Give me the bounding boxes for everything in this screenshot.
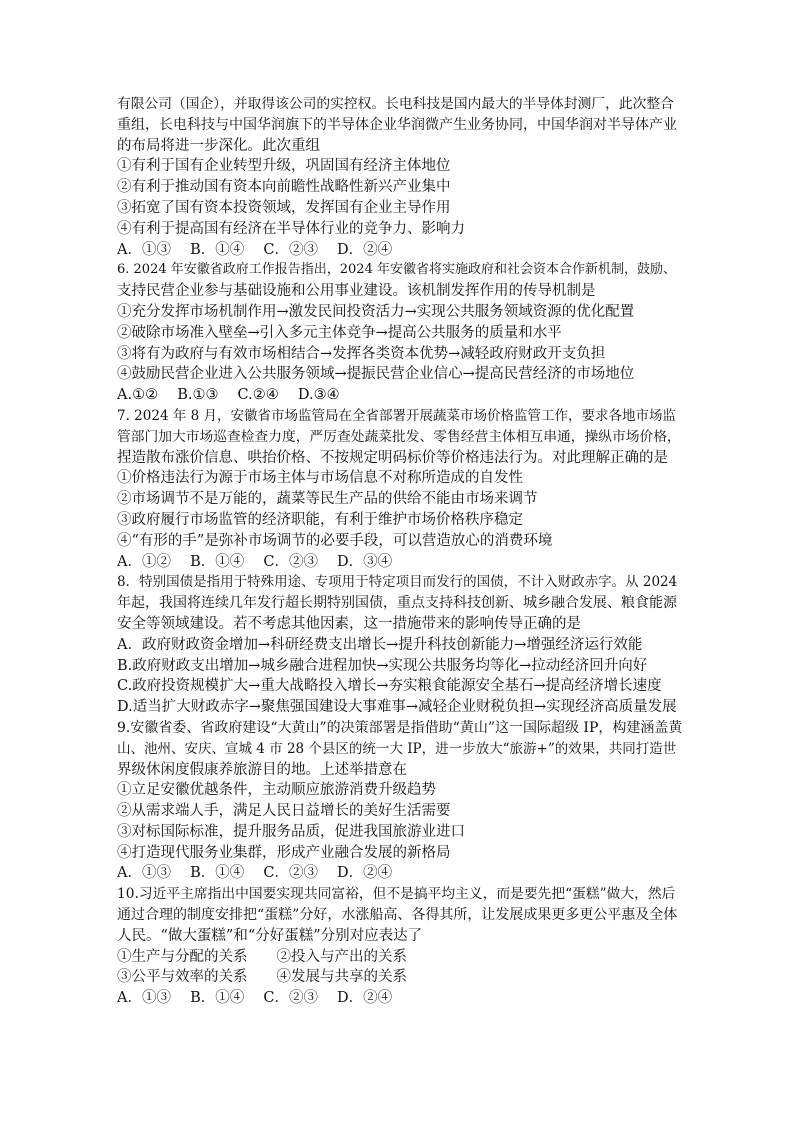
question-stem-line: 通过合理的制度安排把“蛋糕”分好，水涨船高、各得其所，让发展成果更多更公平惠及全体 (117, 907, 678, 924)
page-content (117, 94, 682, 1009)
statement-item: ③拓宽了国有资本投资领域，发挥国有企业主导作用 (117, 199, 451, 216)
statement-item: ②市场调节不是万能的，蔬菜等民生产品的供给不能由市场来调节 (117, 491, 538, 508)
statement-item: ①价格违法行为源于市场主体与市场信息不对称所造成的自发性 (117, 470, 523, 487)
statement-item: ②从需求端人手，满足人民日益增长的美好生活需要 (117, 803, 451, 820)
statement-item: ③政府履行市场监管的经济职能，有利于维护市场价格秩序稳定 (117, 511, 523, 528)
statement-item: ①充分发挥市场机制作用→激发民间投资活力→实现公共服务领域资源的优化配置 (117, 303, 635, 320)
statement-item: ③将有为政府与有效市场相结合→发挥各类资本优势→减轻政府财政开支负担 (117, 345, 606, 362)
statement-item: ①生产与分配的关系 ②投入与产出的关系 (117, 948, 407, 965)
question-8 (117, 572, 682, 718)
question-stem-line: 6. 2024 年安徽省政府工作报告指出，2024 年安徽省将实施政府和社会资本合作新机制，鼓励、 (117, 262, 676, 278)
statement-item: ②有利于推动国有资本向前瞻性战略性新兴产业集中 (117, 179, 451, 196)
question-stem-line: 8．特别国债是指用于特殊用途、专项用于特定项目而发行的国债，不计入财政赤字。从 2024 (117, 574, 678, 591)
question-stem-line: 管部门加大市场巡查检查力度，严厉查处蔬菜批发、零售经营主体相互串通，操纵市场价格， (117, 428, 681, 445)
statement-item: ④“有形的手”是弥补市场调节的必要手段，可以营造放心的消费环境 (117, 532, 553, 549)
answer-option: A．政府财政资金增加→科研经费支出增长→提升科技创新能力→增强经济运行效能 (117, 636, 643, 653)
statement-item: ①立足安徽优越条件，主动顺应旅游消费升级趋势 (117, 782, 436, 799)
statement-item: ④打造现代服务业集群，形成产业融合发展的新格局 (117, 844, 451, 861)
question-stem-line: 有限公司（国企），并取得该公司的实控权。长电科技是国内最大的半导体封测厂，此次整合 (117, 96, 674, 112)
question-stem-line: 的布局将进一步深化。此次重组 (117, 137, 320, 154)
question-stem-line: 10.习近平主席指出中国要实现共同富裕，但不是搞平均主义，而是要先把“蛋糕”做大，然后 (117, 886, 676, 903)
answer-options: A．①③ B．①④ C．②③ D．②④ (117, 865, 393, 882)
question-stem-line: 重组，长电科技与中国华润旗下的半导体企业华润微产生业务协同，中国华润对半导体产业 (117, 116, 677, 133)
question-stem-line: 捏造散布涨价信息、哄抬价格、不按规定明码标价等价格违法行为。对此理解正确的是 (117, 449, 668, 466)
question-stem-line: 界级休闲度假康养旅游目的地。上述举措意在 (117, 761, 407, 778)
statement-item: ③对标国际标准，提升服务品质，促进我国旅游业进口 (117, 823, 465, 840)
question-stem-line: 7. 2024 年 8 月，安徽省市场监管局在全省部署开展蔬菜市场价格监管工作，要求各地市场监 (117, 407, 676, 424)
answer-options: A．①③ B．①④ C．②③ D．②④ (117, 241, 393, 258)
question-10 (117, 884, 682, 1009)
statement-item: ④有利于提高国有经济在半导体行业的竞争力、影响力 (117, 220, 465, 237)
answer-options: A.①② B.①③ C.②④ D.③④ (117, 387, 340, 404)
statement-item: ③公平与效率的关系 ④发展与共享的关系 (117, 969, 407, 986)
statement-item: ②破除市场准入壁垒→引入多元主体竞争→提高公共服务的质量和水平 (117, 324, 562, 341)
question-stem-line: 9.安徽省委、省政府建设“大黄山”的决策部署是指借助“黄山”这一国际超级 IP，构建涵盖黄 (117, 719, 682, 736)
question-9 (117, 718, 682, 884)
question-6 (117, 260, 682, 406)
question-stem-line: 安全等领域建设。若不考虑其他因素，这一措施带来的影响传导正确的是 (117, 615, 581, 632)
answer-options: A．①③ B．①④ C．②③ D．②④ (117, 990, 393, 1007)
answer-option: B.政府财政支出增加→城乡融合进程加快→实现公共服务均等化→拉动经济回升向好 (117, 657, 648, 674)
question-7 (117, 406, 682, 572)
question-stem-line: 人民。“做大蛋糕”和“分好蛋糕”分别对应表达了 (117, 927, 423, 944)
answer-option: D.适当扩大财政赤字→聚焦强国建设大事难事→减轻企业财税负担→实现经济高质量发展 (117, 699, 677, 716)
question-stem-line: 年起，我国将连续几年发行超长期特别国债，重点支持科技创新、城乡融合发展、粮食能源 (117, 595, 677, 612)
answer-options: A．①② B．①④ C．②③ D．③④ (117, 553, 393, 570)
statement-item: ①有利于国有企业转型升级，巩固国有经济主体地位 (117, 158, 451, 175)
statement-item: ④鼓励民营企业进入公共服务领域→提振民营企业信心→提高民营经济的市场地位 (117, 366, 635, 383)
question-stem-line: 支持民营企业参与基础设施和公用事业建设。该机制发挥作用的传导机制是 (117, 283, 596, 300)
question-5-continued (117, 94, 682, 260)
answer-option: C.政府投资规模扩大→重大战略投入增长→夯实粮食能源安全基石→提高经济增长速度 (117, 678, 662, 695)
question-stem-line: 山、池州、安庆、宣城 4 市 28 个县区的统一大 IP，进一步放大“旅游+”的效果，共同打造世 (117, 740, 677, 757)
